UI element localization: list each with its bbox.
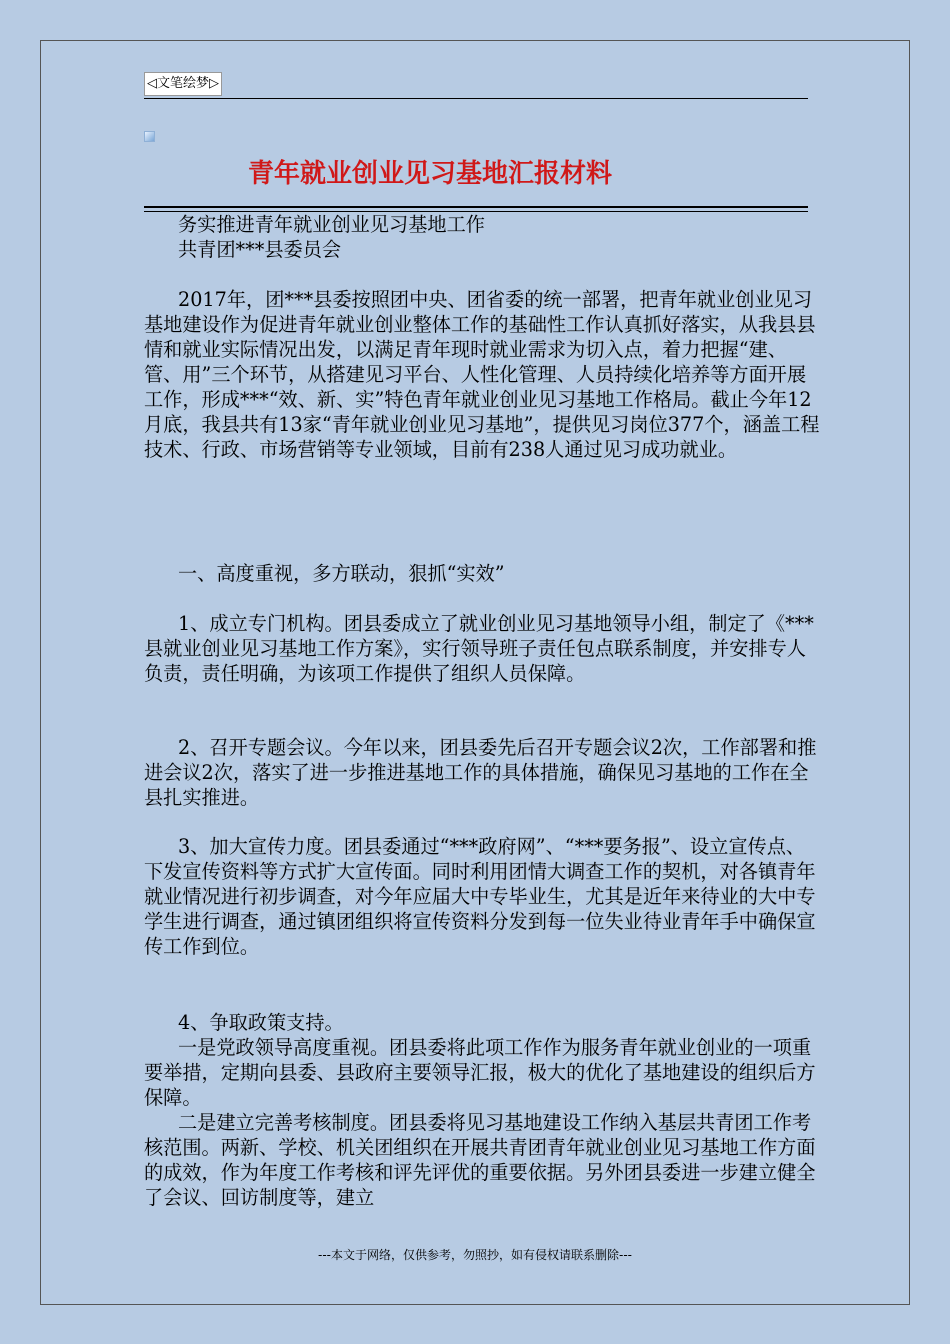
item-4-paragraph-1: 一是党政领导高度重视。团县委将此项工作作为服务青年就业创业的一项重要举措，定期向县委、县政府主要领导汇报，极大的优化了基地建设的组织后方保障。 (144, 1036, 816, 1109)
subtitle-line-2: 共青团***县委员会 (178, 238, 342, 261)
header-rule (144, 98, 808, 99)
item-4-paragraph-2: 二是建立完善考核制度。团县委将见习基地建设工作纳入基层共青团工作考核范围。两新、学校、机关团组织在开展共青团青年就业创业见习基地工作方面的成效，作为年度工作考核和评先评优的重要依据。另外团县委进一步建立健全了会议、回访制度等，建立 (144, 1111, 816, 1209)
intro-paragraph: 2017年，团***县委按照团中央、团省委的统一部署，把青年就业创业见习基地建设作为促进青年就业创业整体工作的基础性工作认真抓好落实，从我县县情和就业实际情况出发，以满足青年现时就业需求为切入点，着力把握“建、管、用”三个环节，从搭建见习平台、人性化管理、人员持续化培养等方面开展工作，形成***“效、新、实”特色青年就业创业见习基地工作格局。截止今年12月底，我县共有13家“青年就业创业见习基地”，提供见习岗位377个，涵盖工程技术、行政、市场营销等专业领域，目前有238人通过见习成功就业。 (144, 288, 820, 461)
item-4-heading: 4、争取政策支持。 (178, 1011, 344, 1034)
subtitle-line-1: 务实推进青年就业创业见习基地工作 (178, 213, 485, 236)
item-1-paragraph: 1、成立专门机构。团县委成立了就业创业见习基地领导小组，制定了《***县就业创业见习基地工作方案》，实行领导班子责任包点联系制度，并安排专人负责，责任明确，为该项工作提供了组织人员保障。 (144, 612, 814, 685)
document-title: 青年就业创业见习基地汇报材料 (247, 159, 612, 189)
item-2-paragraph: 2、召开专题会议。今年以来，团县委先后召开专题会议2次，工作部署和推进会议2次，落实了进一步推进基地工作的具体措施，确保见习基地的工作在全县扎实推进。 (144, 736, 817, 809)
item-3-paragraph: 3、加大宣传力度。团县委通过“***政府网”、“***要务报”、设立宣传点、下发宣传资料等方式扩大宣传面。同时利用团情大调查工作的契机，对各镇青年就业情况进行初步调查，对今年应届大中专毕业生，尤其是近年来待业的大中专学生进行调查，通过镇团组织将宣传资料分发到每一位失业待业青年手中确保宣传工作到位。 (144, 835, 816, 958)
title-rule-thick (144, 206, 808, 208)
footer-disclaimer: ---本文于网络，仅供参考，勿照抄，如有侵权请联系删除--- (318, 1248, 632, 1262)
image-placeholder-icon (144, 131, 155, 142)
header-tag: ◁文笔绘梦▷ (144, 72, 222, 96)
section-1-heading: 一、高度重视，多方联动，狠抓“实效” (178, 562, 505, 585)
